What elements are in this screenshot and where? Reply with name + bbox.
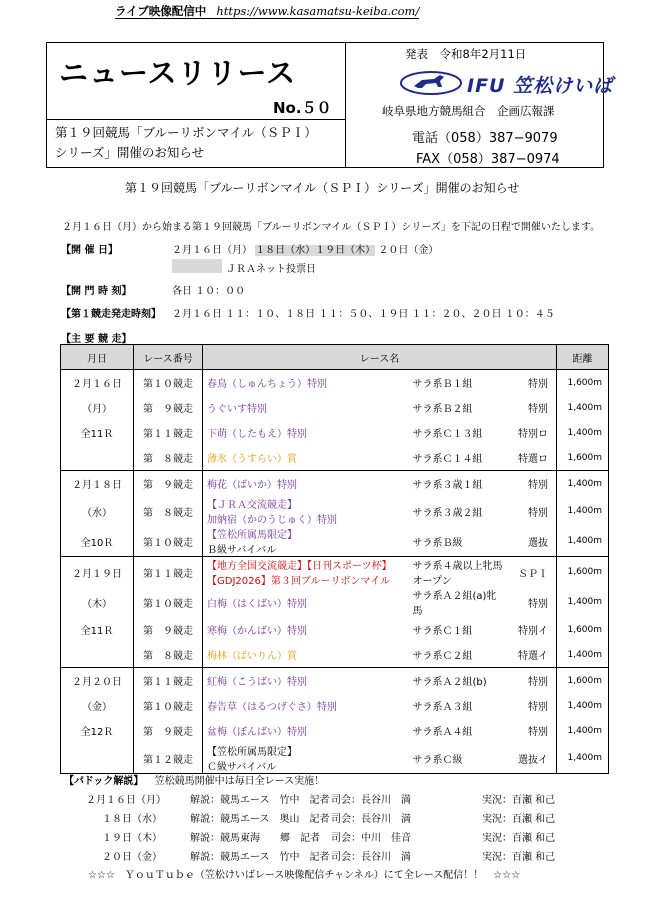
race-name-line1: 薄氷（うすらい）賞: [207, 454, 297, 465]
paddock-note: 笠松競馬開催中は毎日全レース実施！: [154, 776, 325, 787]
race-date: ２月１８日: [61, 471, 134, 497]
paddock-commentary: 解説：競馬エース 竹中 記者: [190, 852, 330, 863]
race-number: 第１０競走: [134, 526, 203, 557]
table-row: [61, 668, 609, 694]
table-row: [61, 471, 609, 497]
jra-note-swatch: [172, 259, 222, 273]
col-race-name: レース名: [203, 345, 557, 370]
race-date: ２月２０日: [61, 668, 134, 694]
race-number: 第 ９競走: [134, 718, 203, 743]
race-number: 第 ９競走: [134, 395, 203, 420]
race-number: 第１１競走: [134, 668, 203, 694]
race-grade: 特別: [510, 693, 557, 718]
race-number: 第１１競走: [134, 420, 203, 445]
race-date: （木）: [61, 587, 134, 617]
race-date: （金）: [61, 693, 134, 718]
race-name-line1: 【笠松所属馬限定】: [207, 530, 297, 541]
race-grade: ＳＰＩ: [510, 557, 557, 588]
race-date: 全11Ｒ: [61, 420, 134, 445]
race-name-line1: 春鳥（しゅんちょう）特別: [207, 379, 327, 390]
paddock-date: ２０日（金）: [102, 852, 162, 863]
paddock-live: 実況：百瀬 和己: [482, 814, 556, 825]
race-class: [409, 642, 510, 668]
gate-time-label: 【開 門 時 刻】: [61, 286, 132, 297]
race-name-line1: 白梅（はくばい）特別: [207, 598, 307, 610]
table-row: [61, 370, 609, 396]
race-class-text: サラ系Ａ４組: [412, 727, 473, 738]
table-row: [61, 587, 609, 617]
race-number: 第１２競走: [134, 743, 203, 774]
dates-value: ２月１６日（月） １８日（水）１９日（木） ２０日（金）: [172, 245, 439, 256]
race-class-suffix: (b): [472, 677, 487, 688]
race-grade: 特選ロ: [510, 445, 557, 471]
race-number: 第 ９競走: [134, 471, 203, 497]
race-class-text: サラ系Ｃ１３組: [412, 429, 483, 440]
race-distance: 1,400m: [557, 471, 609, 497]
race-name: [203, 743, 409, 774]
race-class-text: サラ系Ｂ級: [412, 537, 463, 549]
paddock-live: 実況：百瀬 和己: [482, 833, 556, 844]
race-distance: 1,400m: [557, 496, 609, 526]
main-races-label: 【主 要 競 走】: [61, 334, 132, 345]
race-class: [409, 471, 510, 497]
race-class-text: サラ系Ｃ１４組: [412, 454, 483, 465]
col-date: 月日: [61, 345, 134, 370]
race-number: 第１０競走: [134, 693, 203, 718]
race-class-text: サラ系Ｂ１組: [412, 379, 473, 390]
race-date: 全11Ｒ: [61, 617, 134, 642]
col-race-number: レース番号: [134, 345, 203, 370]
race-date: ２月１６日: [61, 370, 134, 396]
horse-logo-icon: [400, 71, 462, 95]
race-class: [409, 718, 510, 743]
first-race-times: ２月１６日 １１：１０、１８日 １１：５０、１９日 １１：２０、２０日 １０：４５: [172, 309, 555, 320]
race-number: 第１０競走: [134, 370, 203, 396]
race-class-text: サラ系Ｂ２組: [412, 404, 473, 415]
race-number: 第 ８競走: [134, 445, 203, 471]
jra-dates-highlight: １８日（水）１９日（木）: [255, 245, 376, 256]
col-distance: 距離: [557, 345, 609, 370]
race-grade: 特別: [510, 496, 557, 526]
paddock-title: 【パドック解説】: [64, 776, 144, 787]
release-header-box: [46, 42, 614, 168]
phone-number: 電話（058）387−9079: [412, 131, 558, 146]
table-row: [61, 526, 609, 557]
race-date: 全12Ｒ: [61, 718, 134, 743]
race-class-text: サラ系３歳１組: [412, 480, 483, 491]
race-distance: 1,400m: [557, 420, 609, 445]
race-grade: 特別ロ: [510, 420, 557, 445]
race-name: [203, 617, 409, 642]
race-name: [203, 693, 409, 718]
table-row: [61, 395, 609, 420]
race-name-line1: 寒梅（かんばい）特別: [207, 626, 307, 637]
race-class-text: サラ系Ｃ２組: [412, 651, 473, 662]
live-stream-line: [115, 3, 419, 19]
paddock-live: 実況：百瀬 和己: [482, 852, 556, 863]
organization-name: 岐阜県地方競馬組合 企画広報課: [382, 104, 555, 118]
race-name-line1: 盆梅（ぼんばい）特別: [207, 727, 307, 738]
race-class-text: サラ系Ｃ級: [412, 754, 463, 766]
paddock-commentary: 解説：競馬エース 竹中 記者: [190, 795, 330, 806]
race-grade: 選抜: [510, 526, 557, 557]
race-distance: 1,600m: [557, 617, 609, 642]
document-title: 第１９回競馬「ブルーリボンマイル（ＳＰＩ） シリーズ」開催のお知らせ: [55, 125, 317, 160]
race-name-line1: 梅林（ばいりん）賞: [207, 651, 297, 662]
live-stream-label: ライブ映像配信中: [115, 4, 207, 18]
race-class: [409, 420, 510, 445]
jra-net-vote-note: ＪＲＡネット投票日: [226, 264, 316, 275]
race-name-line1: 【地方全国交流競走】【日刊スポーツ杯】: [207, 561, 392, 572]
race-class-text: サラ系Ａ２組: [412, 677, 473, 688]
race-name: [203, 668, 409, 694]
paddock-commentary: 解説：競馬東海 郷 記者: [190, 833, 320, 844]
table-row: [61, 496, 609, 526]
race-number: 第 ８競走: [134, 496, 203, 526]
race-name-line2: 加納宿（かのうじゅく）特別: [207, 515, 337, 526]
race-distance: 1,400m: [557, 395, 609, 420]
race-distance: 1,400m: [557, 587, 609, 617]
race-date: （水）: [61, 496, 134, 526]
race-class-text: サラ系Ｃ１組: [412, 626, 473, 637]
table-row: [61, 420, 609, 445]
table-row: [61, 445, 609, 471]
race-distance: 1,600m: [557, 557, 609, 588]
race-number: 第 ８競走: [134, 642, 203, 668]
table-header-row: [61, 345, 609, 370]
race-class: [409, 496, 510, 526]
race-grade: 特別: [510, 718, 557, 743]
race-date: （月）: [61, 395, 134, 420]
race-name-line2: Ｂ級サバイバル: [207, 545, 277, 556]
race-name: [203, 526, 409, 557]
race-class: [409, 743, 510, 774]
paddock-host: 司会：長谷川 満: [331, 852, 411, 863]
race-class-suffix: (a)牝馬: [412, 591, 497, 617]
race-name-line1: 春告草（はるつげぐさ）特別: [207, 702, 337, 713]
race-distance: 1,400m: [557, 743, 609, 774]
race-date: [61, 743, 134, 774]
release-date: 発表 令和8年2月11日: [405, 47, 527, 61]
main-races-table: [60, 344, 609, 774]
race-date: ２月１９日: [61, 557, 134, 588]
race-grade: 特別: [510, 395, 557, 420]
race-class-text: サラ系３歳２組: [412, 507, 483, 519]
paddock-commentary: 解説：競馬エース 奥山 記者: [190, 814, 330, 825]
race-name-line1: 梅花（ばいか）特別: [207, 480, 297, 491]
table-row: [61, 743, 609, 774]
notice-subtitle: 第１９回競馬「ブルーリボンマイル（ＳＰＩ）シリーズ」開催のお知らせ: [125, 181, 520, 195]
race-grade: 特別: [510, 668, 557, 694]
race-name: [203, 471, 409, 497]
table-row: [61, 617, 609, 642]
fax-number: FAX（058）387−0974: [416, 152, 560, 167]
race-class: [409, 557, 510, 588]
paddock-date: １９日（木）: [102, 833, 162, 844]
race-distance: 1,400m: [557, 526, 609, 557]
race-name-line2: 【GDJ2026】第３回ブルーリボンマイル: [207, 576, 391, 587]
race-class: [409, 395, 510, 420]
race-grade: 選抜イ: [510, 743, 557, 774]
race-grade: 特別: [510, 370, 557, 396]
paddock-host: 司会：長谷川 満: [331, 814, 411, 825]
paddock-host: 司会：中川 佳音: [331, 833, 411, 844]
race-name: [203, 370, 409, 396]
youtube-notice: ☆☆☆ ＹｏｕＴｕｂｅ（笠松けいばレース映像配信チャンネル）にて全レース配信！！ ☆☆☆: [88, 870, 521, 881]
paddock-host: 司会：長谷川 満: [331, 795, 411, 806]
race-grade: 特別イ: [510, 617, 557, 642]
race-number: 第 ９競走: [134, 617, 203, 642]
race-name: [203, 395, 409, 420]
race-name-line1: 下萌（したもえ）特別: [207, 429, 307, 440]
race-distance: 1,400m: [557, 718, 609, 743]
intro-text: ２月１６日（月）から始まる第１９回競馬「ブルーリボンマイル（ＳＰＩ）シリーズ」を下記の日程で開催いたします。: [62, 222, 601, 233]
table-row: [61, 718, 609, 743]
table-row: [61, 693, 609, 718]
race-distance: 1,400m: [557, 642, 609, 668]
first-race-label: 【第１競走発走時刻】: [61, 309, 161, 320]
race-class-suffix: オープン: [412, 576, 452, 587]
race-date: [61, 445, 134, 471]
race-date: 全10Ｒ: [61, 526, 134, 557]
race-distance: 1,600m: [557, 668, 609, 694]
site-url-link[interactable]: https://www.kasamatsu-keiba.com/: [216, 4, 420, 18]
race-name-line1: 紅梅（こうばい）特別: [207, 677, 307, 688]
race-number: 第１１競走: [134, 557, 203, 588]
race-name: [203, 718, 409, 743]
race-grade: 特別: [510, 587, 557, 617]
race-grade: 特選イ: [510, 642, 557, 668]
paddock-date: ２月１６日（月）: [86, 795, 166, 806]
race-class: [409, 587, 510, 617]
race-distance: 1,600m: [557, 445, 609, 471]
race-name: [203, 587, 409, 617]
paddock-live: 実況：百瀬 和己: [482, 795, 556, 806]
race-class-text: サラ系Ａ３組: [412, 702, 473, 713]
release-number: No.５０: [273, 99, 332, 117]
race-distance: 1,600m: [557, 370, 609, 396]
race-grade: 特別: [510, 471, 557, 497]
table-row: [61, 557, 609, 588]
paddock-date: １８日（水）: [102, 814, 162, 825]
news-release-title: ニュースリリース: [59, 56, 297, 90]
race-class-text: サラ系４歳以上牝馬: [412, 561, 503, 572]
race-name-line1: 【笠松所属馬限定】: [207, 747, 297, 758]
dates-label: 【開 催 日】: [61, 245, 118, 256]
kasamatsu-logo: [394, 66, 644, 100]
race-name: [203, 557, 409, 588]
race-name-line2: Ｃ級サバイバル: [207, 762, 277, 773]
race-class: [409, 668, 510, 694]
race-name: [203, 642, 409, 668]
race-name: [203, 420, 409, 445]
race-date: [61, 642, 134, 668]
gate-time-value: 各日 １０：００: [172, 286, 246, 297]
paddock-section: [64, 772, 324, 787]
race-class: [409, 445, 510, 471]
race-class: [409, 693, 510, 718]
race-distance: 1,400m: [557, 693, 609, 718]
race-class-text: サラ系Ａ２組: [412, 591, 473, 602]
race-class: [409, 370, 510, 396]
race-name-line1: 【ＪＲＡ交流競走】: [207, 500, 297, 511]
race-class: [409, 526, 510, 557]
race-number: 第１０競走: [134, 587, 203, 617]
race-name: [203, 445, 409, 471]
race-name-line1: うぐいす特別: [207, 404, 267, 415]
table-row: [61, 642, 609, 668]
race-name: [203, 496, 409, 526]
race-class: [409, 617, 510, 642]
logo-text: IFU 笠松けいば: [467, 75, 614, 97]
